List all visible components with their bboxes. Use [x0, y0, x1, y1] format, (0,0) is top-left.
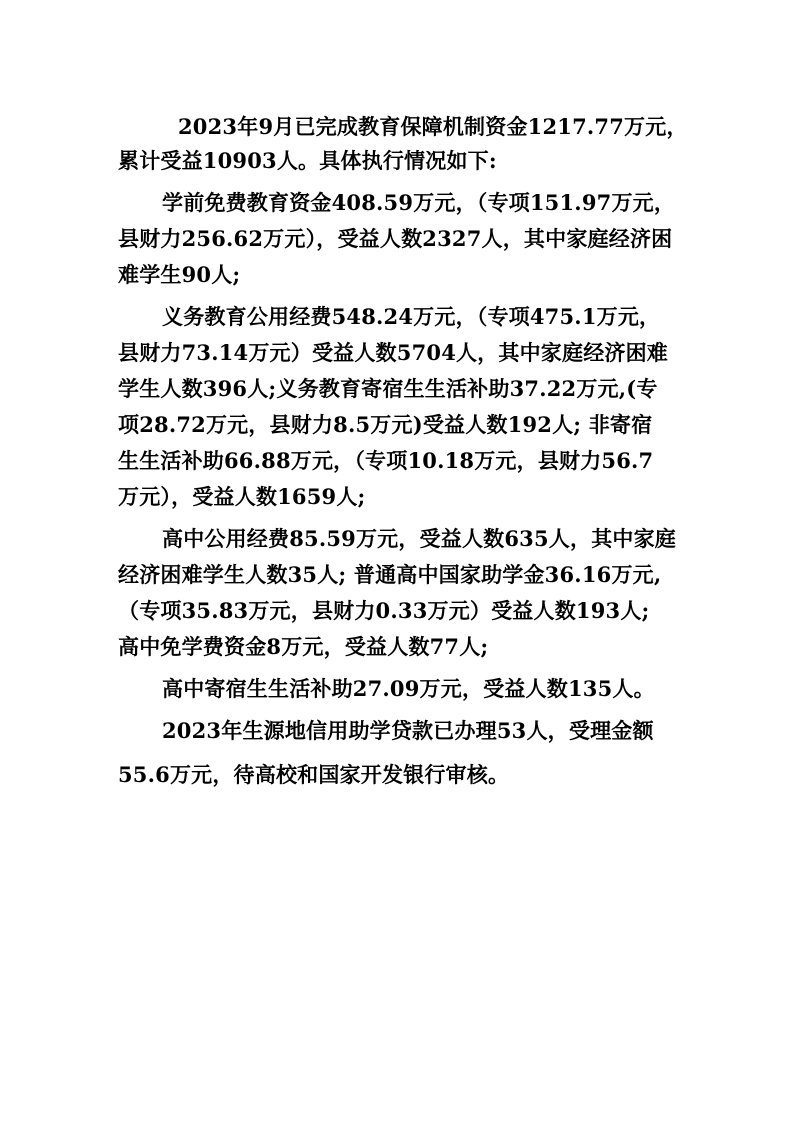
compulsory-line-3: 学生人数396人;义务教育寄宿生生活补助37.22万元,(专	[118, 376, 658, 401]
intro-line-1: 2023年9月已完成教育保障机制资金1217.77万元，	[178, 114, 688, 139]
high-school-line-1: 高中公用经费85.59万元，受益人数635人，其中家庭	[162, 526, 676, 551]
high-school-line-4: 高中免学费资金8万元，受益人数77人;	[118, 634, 489, 659]
preschool-line-1: 学前免费教育资金408.59万元，（专项151.97万元，	[162, 190, 676, 215]
compulsory-line-2: 县财力73.14万元）受益人数5704人，其中家庭经济困难	[118, 340, 669, 365]
boarding-line-1: 高中寄宿生生活补助27.09万元，受益人数135人。	[162, 676, 655, 701]
loan-line-1: 2023年生源地信用助学贷款已办理53人，受理金额	[162, 718, 654, 743]
preschool-line-2: 县财力256.62万元），受益人数2327人，其中家庭经济困	[118, 226, 673, 251]
preschool-line-3: 难学生90人;	[118, 262, 241, 287]
high-school-line-2: 经济困难学生人数35人; 普通高中国家助学金36.16万元,	[118, 562, 662, 587]
high-school-line-3: （专项35.83万元，县财力0.33万元）受益人数193人;	[118, 598, 650, 623]
compulsory-line-6: 万元），受益人数1659人;	[118, 484, 366, 509]
compulsory-line-5: 生生活补助66.88万元，（专项10.18万元，县财力56.7	[118, 448, 654, 473]
loan-line-2: 55.6万元，待高校和国家开发银行审核。	[118, 762, 510, 787]
intro-line-2: 累计受益10903人。具体执行情况如下:	[118, 148, 497, 173]
compulsory-line-4: 项28.72万元，县财力8.5万元)受益人数192人; 非寄宿	[118, 412, 653, 437]
compulsory-line-1: 义务教育公用经费548.24万元，（专项475.1万元，	[162, 304, 661, 329]
